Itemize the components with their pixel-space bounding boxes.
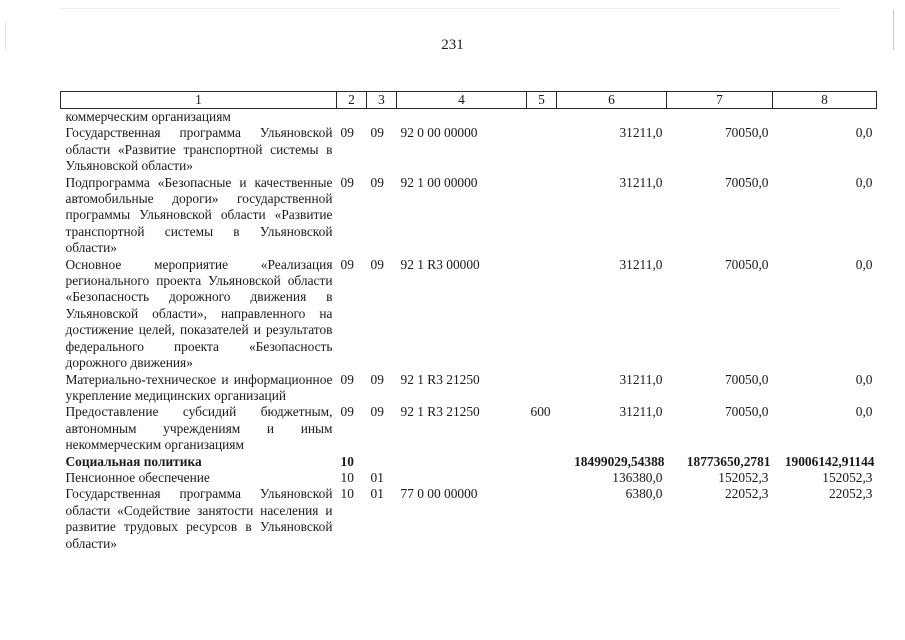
row-name: Государственная программа Ульяновской области «Содействие занятости населения и развитие трудовых ресурсов в Ульяновской области» — [65, 486, 333, 551]
table-row — [61, 454, 877, 470]
table-row — [61, 404, 877, 453]
row-amount-col6: 31211,0 — [619, 371, 663, 387]
table-row — [61, 109, 877, 126]
table-body — [61, 109, 877, 552]
row-amount-col8: 19006142,91144 — [784, 453, 875, 469]
row-amount-col6: 18499029,54388 — [574, 453, 665, 469]
header-col-5: 5 — [527, 92, 557, 109]
row-subsection-code: 09 — [370, 125, 384, 141]
page-number: 231 — [441, 37, 464, 53]
row-section-code: 09 — [340, 256, 354, 272]
row-amount-col7: 70050,0 — [724, 404, 769, 420]
row-amount-col6: 136380,0 — [612, 469, 663, 485]
table-row — [61, 257, 877, 372]
header-col-4: 4 — [397, 92, 527, 109]
row-amount-col7: 18773650,2781 — [686, 453, 771, 469]
row-subsection-code: 01 — [370, 486, 384, 502]
row-expense-type — [527, 175, 557, 257]
row-subsection-code: 09 — [370, 256, 384, 272]
row-amount-col6: 6380,0 — [625, 486, 663, 502]
row-section-code: 09 — [340, 404, 354, 420]
row-expense-type — [527, 454, 557, 470]
row-expense-type: 600 — [530, 404, 551, 420]
row-amount-col8 — [773, 109, 877, 126]
row-target-article: 92 1 00 00000 — [400, 174, 478, 190]
row-amount-col6 — [557, 109, 667, 126]
row-expense-type — [527, 109, 557, 126]
row-name: Пенсионное обеспечение — [65, 469, 210, 485]
row-subsection-code: 09 — [370, 174, 384, 190]
row-section-code: 09 — [340, 125, 354, 141]
row-name: Социальная политика — [65, 453, 202, 469]
row-target-article: 77 0 00 00000 — [400, 486, 478, 502]
header-col-6: 6 — [557, 92, 667, 109]
table-row — [61, 175, 877, 257]
row-name: Подпрограмма «Безопасные и качественные автомобильные дороги» государственной программы Ульяновской области «Развитие транспортной системы в Ульяновской области» — [65, 174, 333, 256]
row-subsection-code — [367, 109, 397, 126]
row-expense-type — [527, 257, 557, 372]
row-amount-col7: 152052,3 — [718, 469, 769, 485]
row-section-code: 10 — [340, 486, 354, 502]
row-name: коммерческим организациям — [65, 109, 231, 124]
row-amount-col6: 31211,0 — [619, 256, 663, 272]
row-amount-col8: 0,0 — [855, 256, 873, 272]
row-amount-col8: 0,0 — [855, 404, 873, 420]
row-section-code: 09 — [340, 371, 354, 387]
row-amount-col7: 70050,0 — [724, 256, 769, 272]
row-target-article: 92 1 R3 21250 — [400, 371, 480, 387]
header-col-3: 3 — [367, 92, 397, 109]
row-target-article: 92 1 R3 21250 — [400, 404, 480, 420]
header-col-2: 2 — [337, 92, 367, 109]
row-amount-col6: 31211,0 — [619, 125, 663, 141]
row-amount-col8: 22052,3 — [828, 486, 873, 502]
row-target-article — [397, 470, 527, 486]
row-expense-type — [527, 372, 557, 405]
row-expense-type — [527, 125, 557, 174]
row-subsection-code: 09 — [370, 404, 384, 420]
row-target-article — [397, 109, 527, 126]
table-row — [61, 372, 877, 405]
table-row — [61, 470, 877, 486]
table-row — [61, 486, 877, 552]
row-amount-col7: 70050,0 — [724, 125, 769, 141]
row-section-code: 10 — [340, 453, 354, 469]
row-name: Предоставление субсидий бюджетным, автономным учреждениям и иным некоммерческим организациям — [65, 404, 333, 453]
row-amount-col7 — [667, 109, 773, 126]
row-section-code: 10 — [340, 469, 354, 485]
row-amount-col8: 0,0 — [855, 174, 873, 190]
table-row — [61, 125, 877, 174]
row-amount-col7: 22052,3 — [724, 486, 769, 502]
row-amount-col6: 31211,0 — [619, 174, 663, 190]
row-expense-type — [527, 470, 557, 486]
row-target-article — [397, 454, 527, 470]
scan-artifact-top — [60, 8, 840, 9]
header-col-8: 8 — [773, 92, 877, 109]
row-subsection-code: 09 — [370, 371, 384, 387]
budget-table — [60, 91, 877, 552]
row-amount-col8: 0,0 — [855, 371, 873, 387]
row-target-article: 92 0 00 00000 — [400, 125, 478, 141]
header-col-1: 1 — [61, 92, 337, 109]
row-amount-col8: 0,0 — [855, 125, 873, 141]
table-header-row — [61, 92, 877, 109]
row-name: Государственная программа Ульяновской области «Развитие транспортной системы в Ульяновской области» — [65, 125, 333, 174]
row-subsection-code: 01 — [370, 469, 384, 485]
row-name: Основное мероприятие «Реализация регионального проекта Ульяновской области «Безопасность дорожного движения в Ульяновской области», направленного на достижение целей, показателей и результатов федерального проекта «Безопасность дорожного движения» — [65, 256, 333, 371]
row-amount-col7: 70050,0 — [724, 174, 769, 190]
row-name: Материально-техническое и информационное укрепление медицинских организаций — [65, 371, 333, 403]
row-expense-type — [527, 486, 557, 552]
row-target-article: 92 1 R3 00000 — [400, 256, 480, 272]
row-subsection-code — [367, 454, 397, 470]
row-section-code — [337, 109, 367, 126]
row-amount-col8: 152052,3 — [822, 469, 873, 485]
row-section-code: 09 — [340, 174, 354, 190]
row-amount-col6: 31211,0 — [619, 404, 663, 420]
row-amount-col7: 70050,0 — [724, 371, 769, 387]
header-col-7: 7 — [667, 92, 773, 109]
